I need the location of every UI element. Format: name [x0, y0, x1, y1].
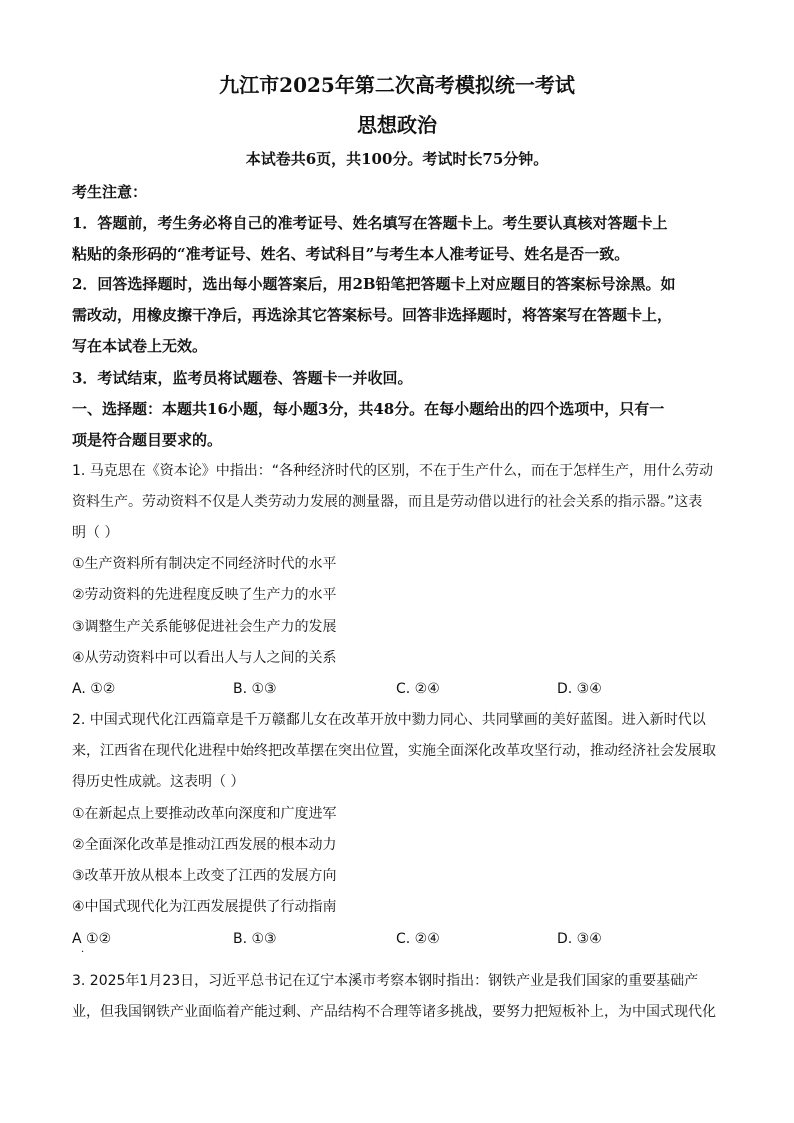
question-2-statement: ①在新起点上要推动改革向深度和广度进军: [72, 806, 337, 822]
section-heading: 项是符合题目要求的。: [72, 431, 223, 449]
subject-title: 思想政治: [357, 113, 437, 137]
question-2-statement: ④中国式现代化为江西发展提供了行动指南: [72, 899, 337, 915]
notice-line: 1．答题前，考生务必将自己的准考证号、姓名填写在答题卡上。考生要认真核对答题卡上: [72, 214, 668, 232]
question-2-option-d: D. ③④: [557, 931, 602, 947]
question-1-statement: ①生产资料所有制决定不同经济时代的水平: [72, 556, 337, 572]
question-2-option-a: A ①②: [72, 931, 112, 947]
question-1-statement: ③调整生产关系能够促进社会生产力的发展: [72, 619, 337, 635]
notice-line: 粘贴的条形码的“准考证号、姓名、考试科目”与考生本人准考证号、姓名是否一致。: [72, 245, 630, 263]
question-1-statement: ②劳动资料的先进程度反映了生产力的水平: [72, 587, 337, 603]
question-1-option-c: C. ②④: [396, 681, 440, 697]
notice-line: 3．考试结束，监考员将试题卷、答题卡一并收回。: [72, 369, 413, 387]
question-2-statement: ②全面深化改革是推动江西发展的根本动力: [72, 837, 337, 853]
notice-line: 需改动，用橡皮擦干净后，再选涂其它答案标号。回答非选择题时，将答案写在答题卡上，: [72, 306, 673, 324]
decorative-dot: ·: [81, 947, 85, 958]
exam-title: 九江市2025年第二次高考模拟统一考试: [219, 73, 575, 97]
question-1-statement: ④从劳动资料中可以看出人与人之间的关系: [72, 650, 337, 666]
question-2-option-b: B. ①③: [233, 931, 277, 947]
question-1-stem: 1. 马克思在《资本论》中指出：“各种经济时代的区别，不在于生产什么，而在于怎样生产，用什么劳动: [72, 463, 714, 479]
question-1-option-d: D. ③④: [557, 681, 602, 697]
question-1-stem: 明（ ）: [72, 525, 119, 541]
question-3-stem: 业，但我国钢铁产业面临着产能过剩、产品结构不合理等诸多挑战，要努力把短板补上，为中国式现代化: [72, 1004, 716, 1020]
question-1-option-b: B. ①③: [233, 681, 277, 697]
question-2-statement: ③改革开放从根本上改变了江西的发展方向: [72, 868, 337, 884]
section-heading: 一、选择题：本题共16小题，每小题3分，共48分。在每小题给出的四个选项中，只有一: [72, 400, 665, 418]
question-2-stem: 来，江西省在现代化进程中始终把改革摆在突出位置，实施全面深化改革攻坚行动，推动经济社会发展取: [72, 743, 716, 759]
question-1-stem: 资料生产。劳动资料不仅是人类劳动力发展的测量器，而且是劳动借以进行的社会关系的指示器。”这表: [72, 494, 703, 510]
question-2-option-c: C. ②④: [396, 931, 440, 947]
question-3-stem: 3. 2025年1月23日，习近平总书记在辽宁本溪市考察本钢时指出：钢铁产业是我们国家的重要基础产: [72, 973, 699, 989]
notice-line: 写在本试卷上无效。: [72, 337, 208, 355]
exam-info: 本试卷共6页，共100分。考试时长75分钟。: [245, 150, 549, 168]
notice-line: 2．回答选择题时，选出每小题答案后，用2B铅笔把答题卡上对应题目的答案标号涂黑。如: [72, 275, 676, 293]
question-2-stem: 得历史性成就。这表明（ ）: [72, 774, 245, 790]
question-1-option-a: A. ①②: [72, 681, 116, 697]
notice-heading: 考生注意：: [72, 183, 148, 201]
question-2-stem: 2. 中国式现代化江西篇章是千万赣鄱儿女在改革开放中勠力同心、共同擘画的美好蓝图。进入新时代以: [72, 712, 706, 728]
